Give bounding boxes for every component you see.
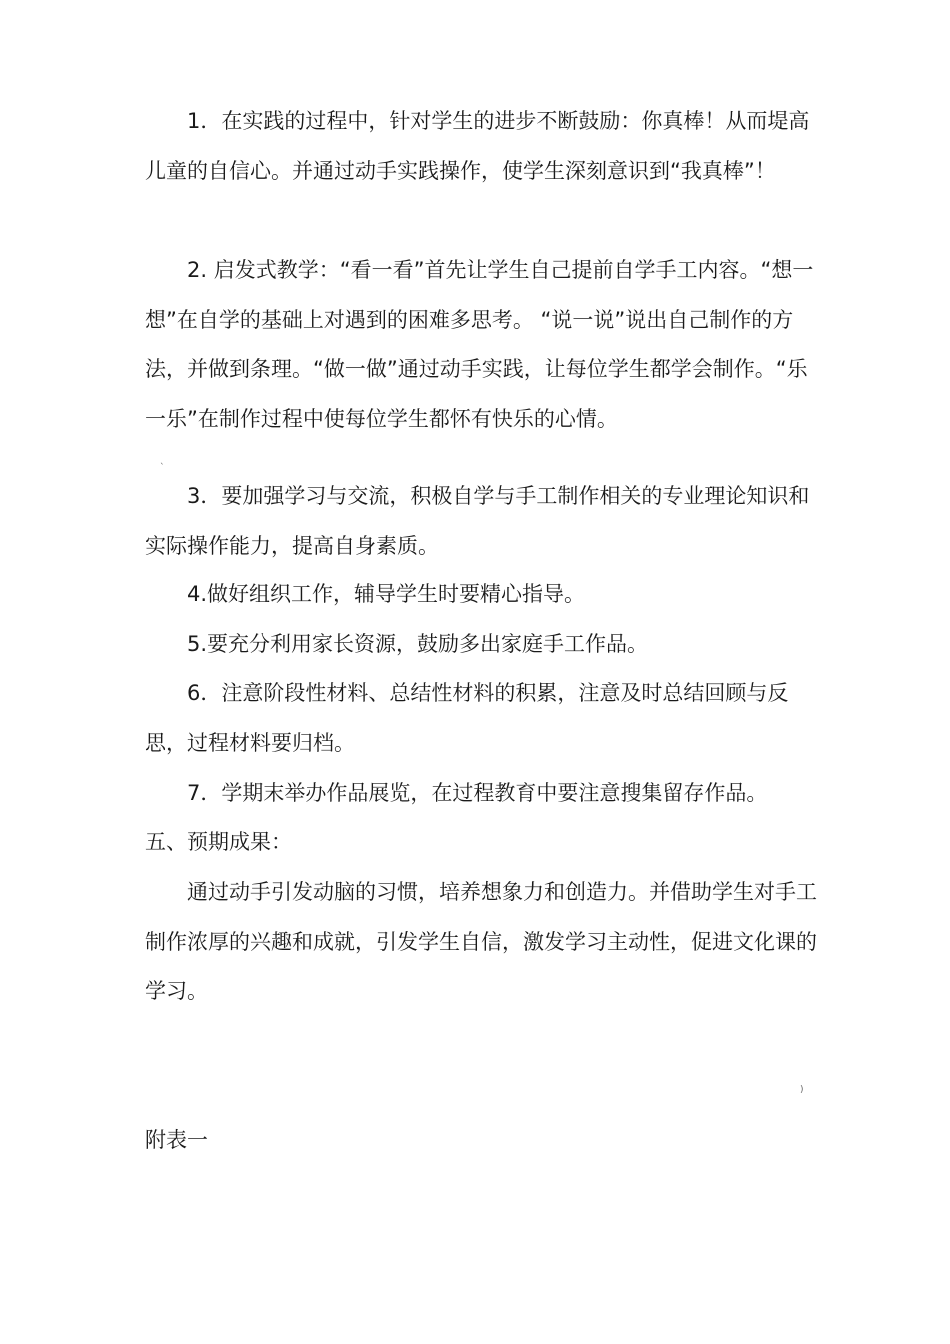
paragraph-expected-results: 通过动手引发动脑的习惯，培养想象力和创造力。并借助学生对手工制作浓厚的兴趣和成就，引发学生自信，激发学习主动性，促进文化课的学习。 [145, 880, 817, 1003]
paragraph-parent-resources: 5.要充分利用家长资源，鼓励多出家庭手工作品。 [187, 632, 649, 656]
paragraph-encouragement: 1．在实践的过程中，针对学生的进步不断鼓励：你真棒！从而堤高儿童的自信心。并通过动手实践操作，使学生深刻意识到“我真棒”！ [145, 109, 810, 183]
stray-mark: ` [160, 463, 165, 473]
paragraph-exhibition: 7．学期末举办作品展览，在过程教育中要注意搜集留存作品。 [187, 781, 768, 805]
paragraph-organization: 4.做好组织工作，辅导学生时要精心指导。 [187, 582, 586, 606]
paragraph-heuristic-teaching: 2. 启发式教学：“看一看”首先让学生自己提前自学手工内容。“想一想”在自学的基础上对遇到的困难多思考。 “说一说”说出自己制作的方法，并做到条理。“做一做”通过动手实践，让每位学生都学会制作。“乐一乐”在制作过程中使每位学生都怀有快乐的心情。 [145, 258, 814, 431]
section-heading-expected-results: 五、预期成果： [145, 830, 292, 854]
appendix-label: 附表一 [145, 1128, 208, 1152]
paragraph-materials: 6．注意阶段性材料、总结性材料的积累，注意及时总结回顾与反思，过程材料要归档。 [145, 681, 789, 755]
stray-mark: ) [800, 1085, 804, 1095]
paragraph-learning-exchange: 3．要加强学习与交流，积极自学与手工制作相关的专业理论知识和实际操作能力，提高自身素质。 [145, 484, 810, 558]
